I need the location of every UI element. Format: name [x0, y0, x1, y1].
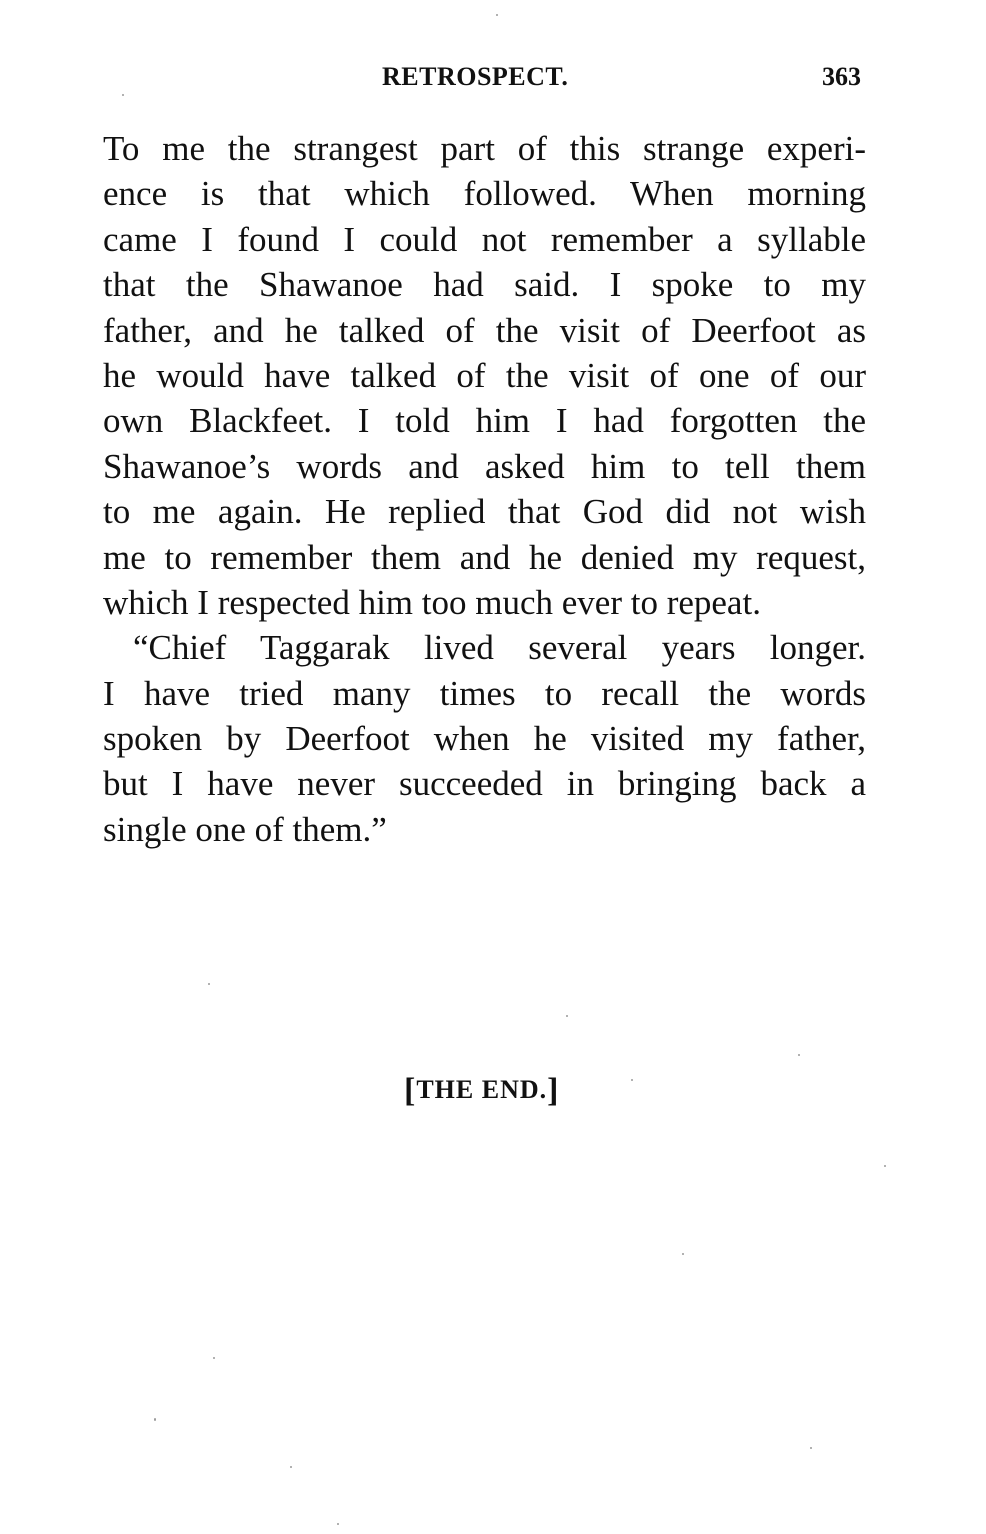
text-line: Shawanoe’s words and asked him to tell them: [103, 446, 866, 486]
scan-speck: [337, 1523, 339, 1525]
text-line: To me the strangest part of this strange experi-: [103, 129, 866, 168]
text-line: which I respected him too much ever to repeat.: [103, 582, 761, 622]
text-line: came I found I could not remember a syllable: [103, 219, 866, 259]
paragraph-2: [103, 625, 866, 852]
scan-speck: [810, 1447, 812, 1449]
text-line: that the Shawanoe had said. I spoke to my: [103, 265, 866, 305]
text-line: I have tried many times to recall the words: [103, 673, 866, 713]
end-mark-close-bracket: ]: [547, 1072, 560, 1109]
text-line: ence is that which followed. When morning: [103, 174, 866, 214]
text-line: spoken by Deerfoot when he visited my father,: [103, 719, 866, 759]
running-head: [0, 62, 986, 102]
text-line: but I have never succeeded in bringing back a: [103, 764, 866, 804]
paragraph-1: [103, 126, 866, 625]
scan-speck: [208, 983, 210, 985]
end-mark: [404, 1072, 559, 1110]
scan-speck: [122, 94, 124, 96]
scan-speck: [290, 1466, 292, 1468]
scan-speck: [496, 14, 498, 16]
running-title: RETROSPECT.: [382, 62, 569, 91]
end-mark-text: THE END.: [416, 1075, 548, 1104]
text-line: single one of them.”: [103, 809, 387, 849]
text-line: to me again. He replied that God did not wish: [103, 492, 866, 532]
text-line: own Blackfeet. I told him I had forgotten the: [103, 401, 866, 441]
scan-speck: [884, 1165, 886, 1167]
page-number: 363: [822, 62, 861, 91]
scan-speck: [566, 1015, 568, 1017]
text-line: he would have talked of the visit of one of our: [103, 355, 866, 395]
scan-speck: [798, 1054, 800, 1056]
scan-speck: [213, 1357, 215, 1359]
text-line: “Chief Taggarak lived several years longer.: [133, 628, 866, 668]
body-text: [103, 126, 866, 852]
scan-speck: [631, 1079, 633, 1081]
text-line: father, and he talked of the visit of Deerfoot as: [103, 310, 866, 350]
scan-speck: [154, 1418, 156, 1421]
scan-speck: [682, 1253, 684, 1255]
end-mark-open-bracket: [: [404, 1072, 417, 1109]
text-line: me to remember them and he denied my request,: [103, 537, 866, 577]
